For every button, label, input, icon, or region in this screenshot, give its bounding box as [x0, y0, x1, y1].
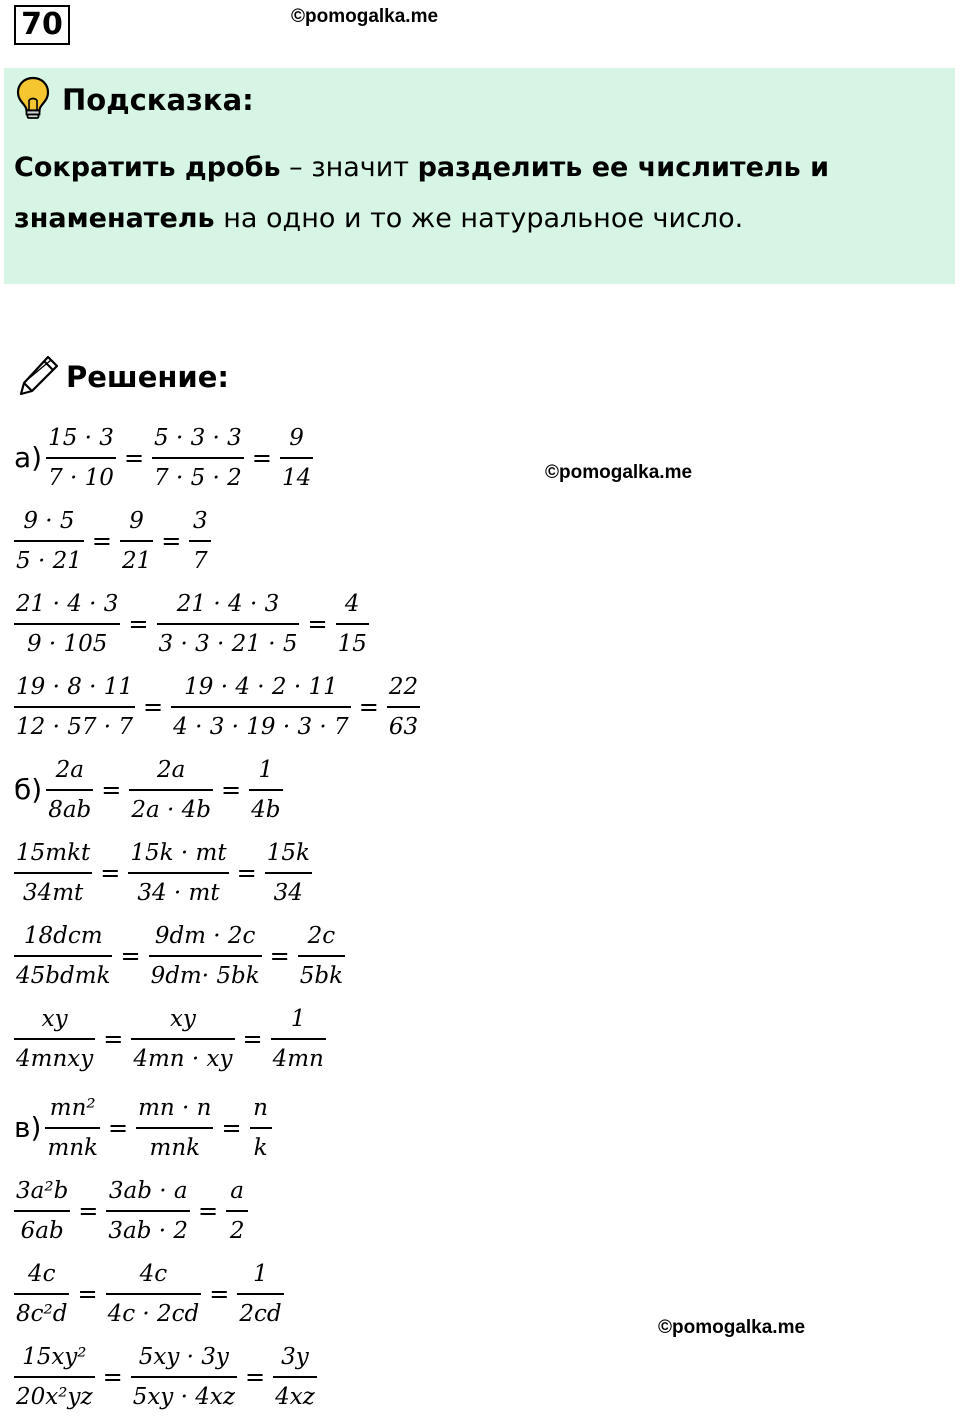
numerator: 4c: [139, 1260, 168, 1287]
fraction: [14, 672, 135, 742]
equation-row: [14, 416, 420, 499]
denominator: 4c · 2cd: [106, 1293, 202, 1329]
equals-sign: =: [120, 941, 141, 970]
denominator: 7 · 10: [46, 457, 116, 493]
fraction: [271, 1004, 326, 1074]
numerator: 21 · 4 · 3: [176, 590, 280, 617]
denominator: 4b: [249, 789, 282, 825]
denominator: 2a · 4b: [129, 789, 213, 825]
denominator: 4 · 3 · 19 · 3 · 7: [171, 706, 351, 742]
numerator: 3ab · a: [108, 1177, 188, 1204]
fraction: [129, 755, 213, 825]
numerator: 22: [388, 673, 419, 700]
equals-sign: =: [108, 1113, 129, 1142]
numerator: 4c: [27, 1260, 56, 1287]
equals-sign: =: [307, 609, 328, 638]
numerator: 9: [129, 507, 144, 534]
fraction: [226, 1176, 248, 1246]
numerator: 1: [258, 756, 274, 783]
equation-row: [14, 582, 420, 665]
denominator: 9 · 105: [14, 623, 120, 659]
denominator: 3 · 3 · 21 · 5: [157, 623, 300, 659]
equals-sign: =: [161, 526, 182, 555]
denominator: 63: [387, 706, 420, 742]
equation-row: [14, 499, 420, 582]
hint-title: [16, 76, 254, 124]
numerator: 15 · 3: [48, 424, 114, 451]
solution-title: [18, 354, 229, 400]
hint-normal-2: на одно и то же натуральное число.: [214, 203, 744, 234]
fraction: [14, 589, 120, 659]
part-label: а): [14, 441, 43, 474]
equation-row: [14, 748, 420, 831]
denominator: 9dm· 5bk: [149, 955, 262, 991]
numerator: 5xy · 3y: [138, 1343, 229, 1370]
fraction: [157, 589, 300, 659]
equals-sign: =: [242, 1024, 263, 1053]
fraction: [46, 423, 116, 493]
equals-sign: =: [251, 443, 272, 472]
denominator: 2: [226, 1210, 248, 1246]
numerator: 9: [289, 424, 304, 451]
fraction: [14, 506, 84, 576]
fraction: [152, 423, 244, 493]
equation-row: [14, 1335, 420, 1418]
fraction: [265, 838, 312, 908]
numerator: 3a²b: [16, 1177, 69, 1204]
numerator: 15k: [266, 839, 310, 866]
equals-sign: =: [123, 443, 145, 472]
denominator: 34: [265, 872, 312, 908]
fraction: [106, 1259, 202, 1329]
denominator: 5 · 21: [14, 540, 84, 576]
equals-sign: =: [209, 1279, 230, 1308]
denominator: 8c²d: [14, 1293, 69, 1329]
numerator: 15k · mt: [130, 839, 227, 866]
fraction: [131, 1342, 237, 1412]
numerator: 5 · 3 · 3: [154, 424, 242, 451]
fraction: [280, 423, 313, 493]
numerator: 2a: [157, 756, 186, 783]
watermark: ©pomogalka.me: [291, 6, 439, 27]
fraction: [336, 589, 369, 659]
equals-sign: =: [358, 692, 379, 721]
fraction: [250, 1093, 272, 1163]
equals-sign: =: [143, 692, 164, 721]
hint-box: [4, 68, 955, 284]
equals-sign: =: [77, 1279, 98, 1308]
numerator: mn²: [49, 1094, 96, 1121]
fraction: [298, 921, 345, 991]
equation-row: [14, 1252, 420, 1335]
numerator: 1: [253, 1260, 268, 1287]
equation-row: [14, 1086, 420, 1169]
equation-row: [14, 914, 420, 997]
equals-sign: =: [221, 775, 242, 804]
denominator: 7: [189, 540, 211, 576]
part-label: б): [14, 773, 43, 806]
equation-row: [14, 831, 420, 914]
equals-sign: =: [103, 1024, 124, 1053]
equals-sign: =: [91, 526, 112, 555]
fraction: [14, 1004, 95, 1074]
watermark: ©pomogalka.me: [545, 462, 693, 483]
part-label: в): [14, 1111, 42, 1144]
numerator: 19 · 8 · 11: [16, 673, 134, 700]
solution-title-text: Решение:: [66, 360, 230, 394]
denominator: 21: [120, 540, 153, 576]
hint-text: [14, 142, 914, 244]
fraction: [171, 672, 351, 742]
denominator: 4mn: [271, 1038, 326, 1074]
equals-sign: =: [100, 858, 121, 887]
equals-sign: =: [101, 775, 122, 804]
fraction: [14, 1176, 70, 1246]
fraction: [131, 1004, 234, 1074]
problem-number: 70: [14, 5, 70, 45]
fraction: [149, 921, 262, 991]
numerator: mn · n: [138, 1094, 212, 1121]
fraction: [128, 838, 228, 908]
denominator: 5bk: [298, 955, 345, 991]
numerator: xy: [41, 1005, 68, 1032]
hint-normal-1: – значит: [280, 152, 418, 183]
fraction: [14, 838, 92, 908]
equals-sign: =: [236, 858, 257, 887]
denominator: 12 · 57 · 7: [14, 706, 135, 742]
denominator: 4mnxy: [14, 1038, 95, 1074]
numerator: 15mkt: [16, 839, 91, 866]
fraction: [45, 1093, 100, 1163]
equals-sign: =: [102, 1362, 123, 1391]
fraction: [136, 1093, 213, 1163]
denominator: 14: [280, 457, 313, 493]
denominator: 34mt: [14, 872, 92, 908]
equation-row: [14, 1169, 420, 1252]
numerator: n: [253, 1094, 268, 1121]
denominator: 5xy · 4xz: [131, 1376, 237, 1412]
numerator: a: [230, 1177, 245, 1204]
fraction: [14, 1259, 69, 1329]
numerator: 4: [344, 590, 360, 617]
fraction: [189, 506, 211, 576]
numerator: 2a: [55, 756, 84, 783]
fraction: [14, 1342, 95, 1412]
denominator: mnk: [45, 1127, 100, 1163]
denominator: 6ab: [14, 1210, 70, 1246]
fraction: [387, 672, 420, 742]
numerator: 3: [193, 507, 208, 534]
equals-sign: =: [198, 1196, 219, 1225]
numerator: xy: [169, 1005, 196, 1032]
fraction: [106, 1176, 190, 1246]
lightbulb-icon: [16, 76, 50, 124]
fraction: [237, 1259, 283, 1329]
numerator: 21 · 4 · 3: [16, 590, 119, 617]
denominator: mnk: [136, 1127, 213, 1163]
numerator: 3y: [281, 1343, 309, 1370]
equals-sign: =: [221, 1113, 242, 1142]
numerator: 1: [290, 1005, 306, 1032]
denominator: 20x²yz: [14, 1376, 95, 1412]
denominator: 45bdmk: [14, 955, 112, 991]
equation-row: [14, 665, 420, 748]
denominator: 8ab: [46, 789, 93, 825]
numerator: 19 · 4 · 2 · 11: [184, 673, 338, 700]
numerator: 2c: [307, 922, 336, 949]
equals-sign: =: [244, 1362, 266, 1391]
denominator: 34 · mt: [128, 872, 228, 908]
equals-sign: =: [128, 609, 149, 638]
numerator: 18dcm: [23, 922, 103, 949]
solution-equations: [14, 416, 420, 1418]
denominator: 7 · 5 · 2: [152, 457, 244, 493]
fraction: [46, 755, 93, 825]
fraction: [120, 506, 153, 576]
denominator: k: [250, 1127, 272, 1163]
denominator: 2cd: [237, 1293, 283, 1329]
equals-sign: =: [269, 941, 290, 970]
watermark: ©pomogalka.me: [658, 1317, 806, 1338]
numerator: 9dm · 2c: [154, 922, 256, 949]
fraction: [14, 921, 112, 991]
denominator: 4mn · xy: [131, 1038, 234, 1074]
denominator: 15: [336, 623, 369, 659]
numerator: 9 · 5: [23, 507, 75, 534]
fraction: [249, 755, 282, 825]
denominator: 4xz: [273, 1376, 317, 1412]
pencil-icon: [18, 354, 60, 400]
hint-bold-1: Сократить дробь: [14, 152, 281, 183]
hint-bold-2: разделить ее числитель и знаменатель: [14, 152, 830, 234]
denominator: 3ab · 2: [106, 1210, 190, 1246]
fraction: [273, 1342, 317, 1412]
equals-sign: =: [78, 1196, 99, 1225]
hint-title-text: Подсказка:: [62, 83, 254, 117]
equation-row: [14, 997, 420, 1080]
numerator: 15xy²: [22, 1343, 87, 1370]
